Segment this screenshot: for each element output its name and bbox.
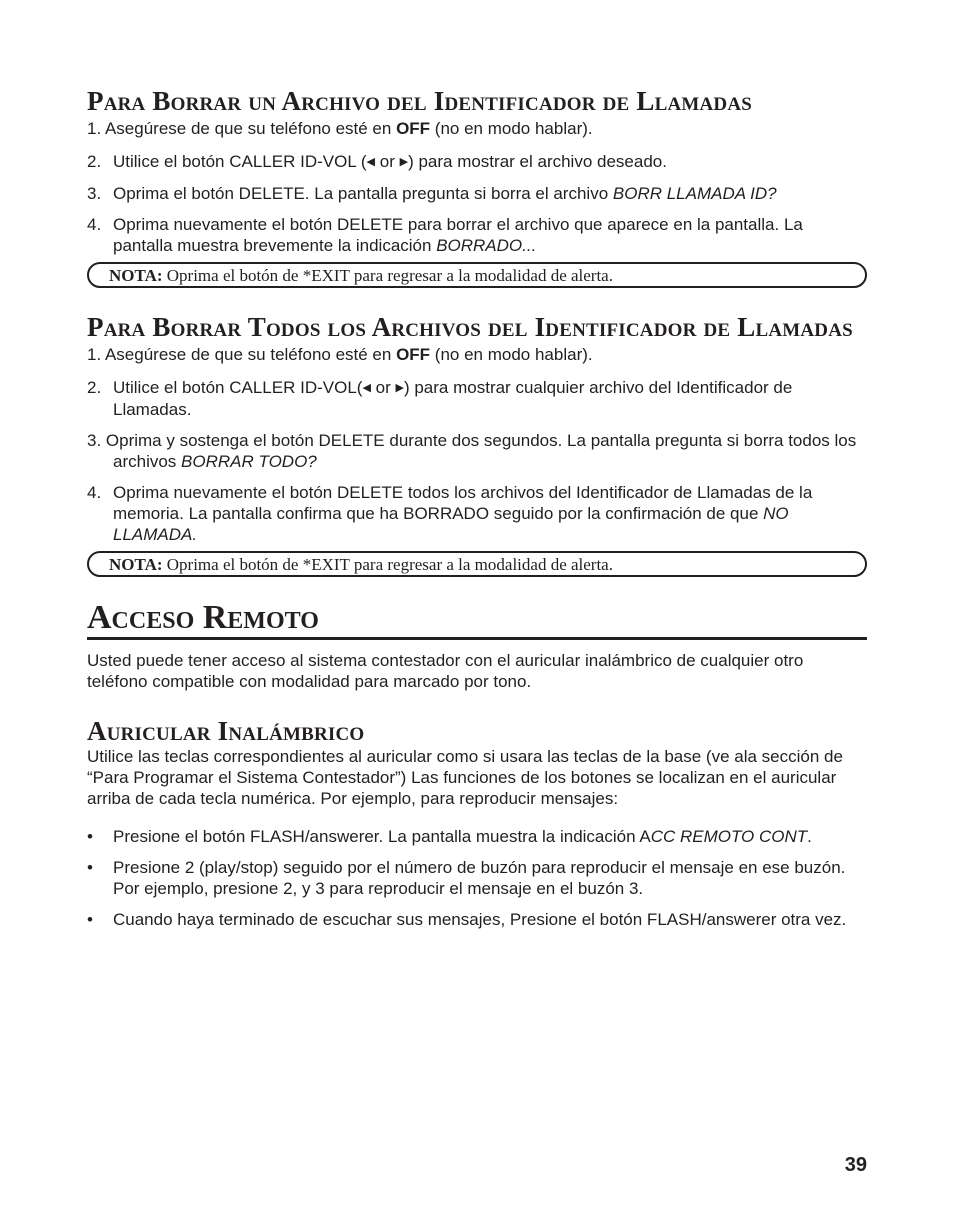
page-content bbox=[87, 84, 867, 930]
s1-step-2: 2. Utilice el botón CALLER ID-VOL (◀ or ▶) para mostrar el archivo deseado. bbox=[87, 152, 667, 171]
arrow-right-icon: ▶ bbox=[399, 156, 409, 168]
section-title-cordless-handset: Auricular Inalámbrico bbox=[87, 716, 365, 746]
remote-access-intro: Usted puede tener acceso al sistema contestador con el auricular inalámbrico de cualquier otro teléfono compatible con modalidad para marcado por tono. bbox=[87, 651, 804, 691]
s2-step-1: 1. Asegúrese de que su teléfono esté en OFF (no en modo hablar). bbox=[87, 345, 593, 364]
s1-steps bbox=[87, 151, 867, 256]
handset-bullet-1: • Presione el botón FLASH/answerer. La pantalla muestra la indicación ACC REMOTO CONT. bbox=[87, 827, 812, 846]
handset-bullets bbox=[87, 826, 867, 930]
page-number: 39 bbox=[844, 1154, 867, 1176]
s2-step-3: 3. Oprima y sostenga el botón DELETE durante dos segundos. La pantalla pregunta si borra todos los archivos BORRAR TODO? bbox=[87, 431, 857, 471]
s2-step-2: 2. Utilice el botón CALLER ID-VOL(◀ or ▶) para mostrar cualquier archivo del Identificador de Llamadas. bbox=[87, 378, 793, 419]
s2-step-4: 4. Oprima nuevamente el botón DELETE todos los archivos del Identificador de Llamadas de la memoria. La pantalla confirma que ha BORRADO seguido por la confirmación de que NO LLAMADA. bbox=[87, 483, 813, 544]
s1-step-4: 4. Oprima nuevamente el botón DELETE para borrar el archivo que aparece en la pantalla. La pantalla muestra brevemente la indicación BORRADO... bbox=[87, 215, 803, 255]
s1-step-1: 1. Asegúrese de que su teléfono esté en OFF (no en modo hablar). bbox=[87, 119, 593, 138]
s1-step-3: 3. Oprima el botón DELETE. La pantalla pregunta si borra el archivo BORR LLAMADA ID? bbox=[87, 184, 777, 203]
section-title-delete-one: Para Borrar un Archivo del Identificador de Llamadas bbox=[87, 86, 753, 116]
s1-note-box: NOTA: Oprima el botón de *EXIT para regresar a la modalidad de alerta. bbox=[87, 262, 867, 288]
arrow-right-icon: ▶ bbox=[395, 382, 404, 394]
section-title-delete-all: Para Borrar Todos los Archivos del Identificador de Llamadas bbox=[87, 312, 853, 342]
s2-steps bbox=[87, 377, 867, 545]
section-title-remote-access: Acceso Remoto bbox=[87, 599, 867, 640]
arrow-left-icon: ◀ bbox=[362, 382, 371, 394]
arrow-left-icon: ◀ bbox=[366, 156, 375, 168]
handset-bullet-3: • Cuando haya terminado de escuchar sus mensajes, Presione el botón FLASH/answerer otra vez. bbox=[87, 910, 847, 929]
s2-note-box: NOTA: Oprima el botón de *EXIT para regresar a la modalidad de alerta. bbox=[87, 551, 867, 577]
handset-bullet-2: • Presione 2 (play/stop) seguido por el número de buzón para reproducir el mensaje en ese buzón. Por ejemplo, presione 2, y 3 para reproducir el mensaje en el buzón 3. bbox=[87, 858, 846, 898]
handset-intro: Utilice las teclas correspondientes al auricular como si usara las teclas de la base (ve ala sección de “Para Programar el Sistema Contestador”) Las funciones de los botones se localizan en el auricular arriba de cada tecla numérica. Por ejemplo, para reproducir mensajes: bbox=[87, 747, 843, 808]
